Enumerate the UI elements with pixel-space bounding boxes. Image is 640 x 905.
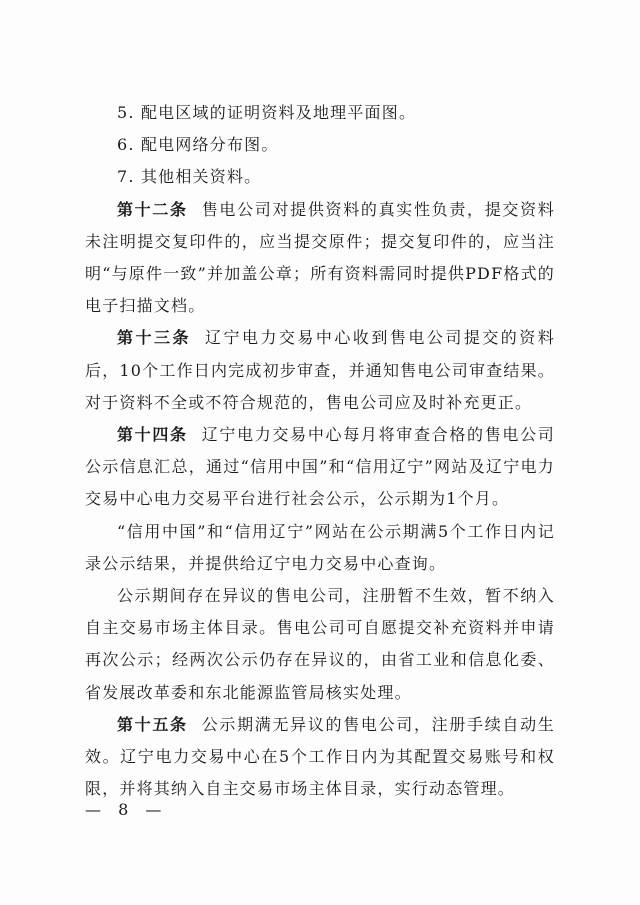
clause-15 bbox=[85, 709, 555, 806]
document-body bbox=[85, 97, 555, 805]
list-item-7: 7. 其他相关资料。 bbox=[117, 167, 262, 187]
page-number: — 8 — bbox=[85, 800, 168, 819]
paragraph-objection-handling: 公示期间存在异议的售电公司，注册暂不生效，暂不纳入自主交易市场主体目录。售电公司可自愿提交补充资料并申请再次公示；经两次公示仍存在异议的，由省工业和信息化委、省发展改革委和东北能源监管局核实处理。 bbox=[85, 586, 555, 702]
clause-15-text: 公示期满无异议的售电公司，注册手续自动生效。辽宁电力交易中心在5个工作日内为其配置交易账号和权限，并将其纳入自主交易市场主体目录，实行动态管理。 bbox=[85, 714, 555, 799]
paragraph-publicity-record: “信用中国”和“信用辽宁”网站在公示期满5个工作日内记录公示结果，并提供给辽宁电力交易中心查询。 bbox=[85, 521, 555, 573]
clause-14 bbox=[85, 419, 555, 516]
clause-12-text: 售电公司对提供资料的真实性负责，提交资料未注明提交复印件的，应当提交原件；提交复印件的，应当注明“与原件一致”并加盖公章；所有资料需同时提供PDF格式的电子扫描文档。 bbox=[85, 199, 555, 316]
clause-13-label: 第十三条 bbox=[117, 328, 191, 348]
clause-15-label: 第十五条 bbox=[117, 714, 188, 734]
list-item-5: 5. 配电区域的证明资料及地理平面图。 bbox=[117, 103, 417, 122]
clause-12-label: 第十二条 bbox=[117, 199, 188, 219]
clause-12 bbox=[85, 194, 555, 323]
clause-13 bbox=[85, 322, 555, 419]
clause-14-label: 第十四条 bbox=[117, 425, 188, 445]
list-item-6: 6. 配电网络分布图。 bbox=[117, 135, 279, 155]
clause-14-text: 辽宁电力交易中心每月将审查合格的售电公司公示信息汇总，通过“信用中国”和“信用辽宁”网站及辽宁电力交易中心电力交易平台进行社会公示，公示期为1个月。 bbox=[85, 425, 555, 509]
clause-13-text: 辽宁电力交易中心收到售电公司提交的资料后，10个工作日内完成初步审查，并通知售电公司审查结果。对于资料不全或不符合规范的，售电公司应及时补充更正。 bbox=[85, 328, 555, 412]
